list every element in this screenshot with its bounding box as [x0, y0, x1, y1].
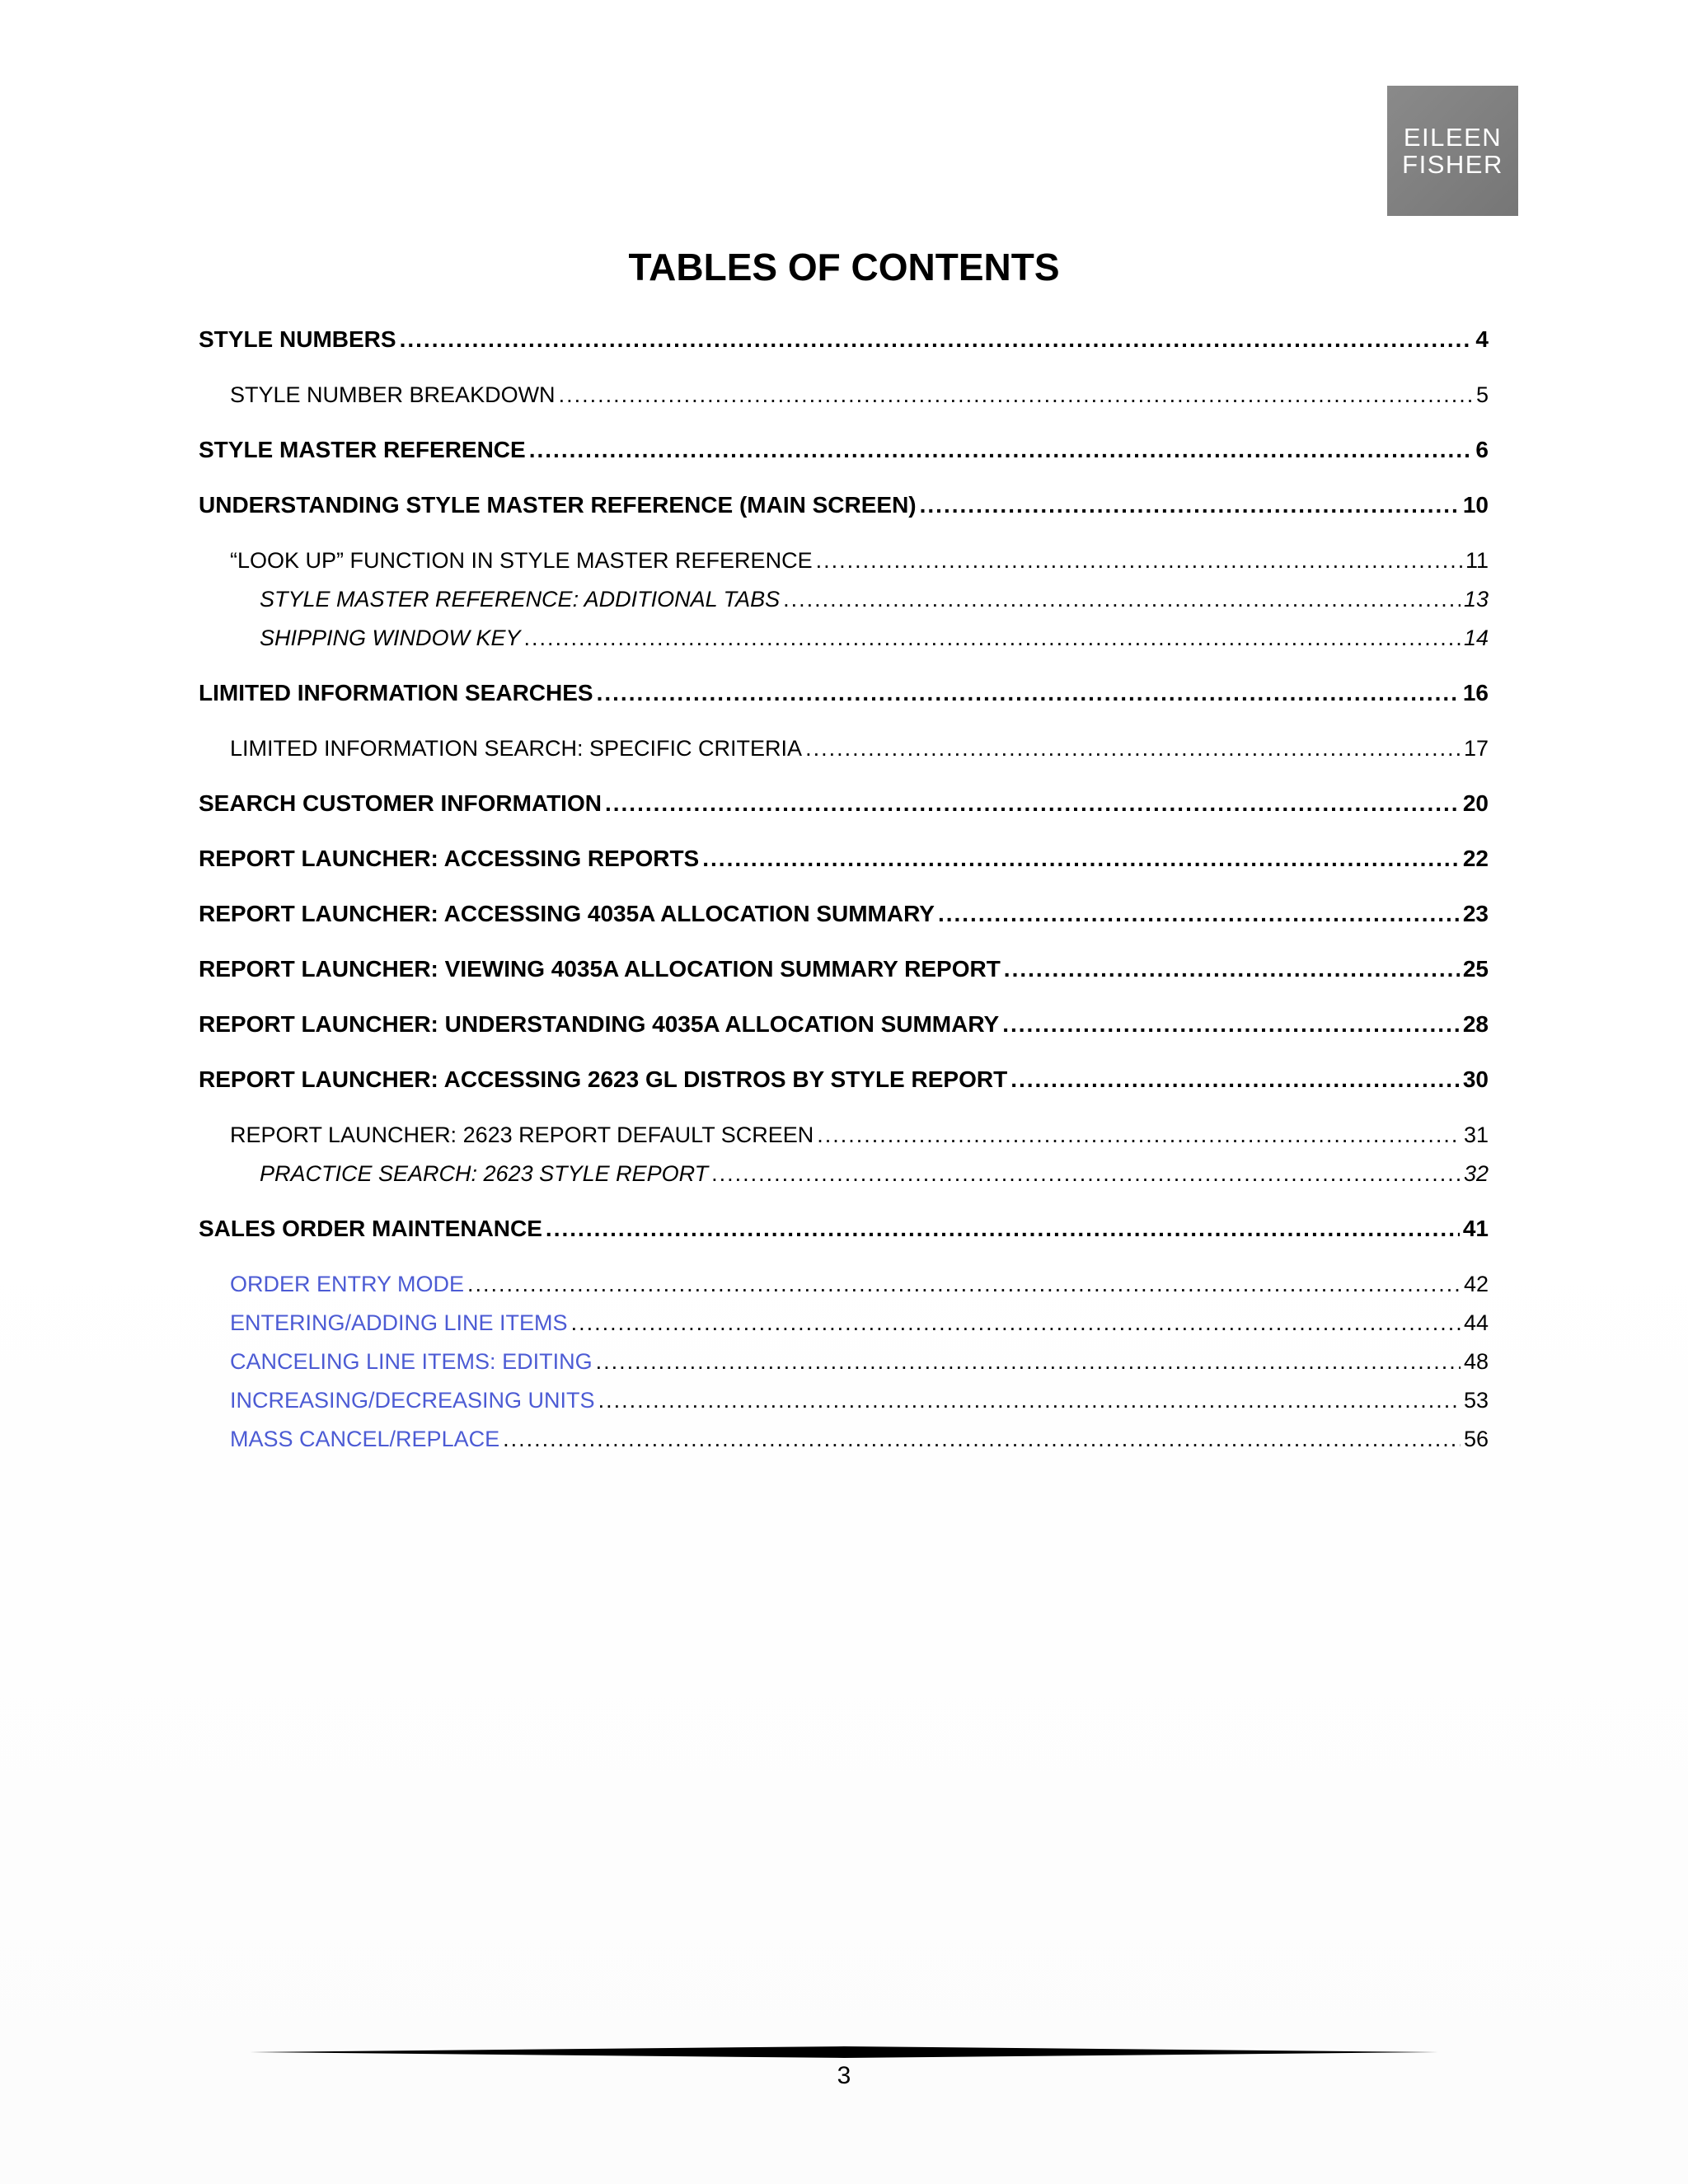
toc-entry-title: REPORT LAUNCHER: VIEWING 4035A ALLOCATION SUMMARY REPORT	[199, 956, 1001, 982]
toc-entry-page: 22	[1462, 846, 1489, 871]
dot-leader	[1004, 953, 1460, 986]
dot-leader	[605, 787, 1460, 820]
toc-entry-page: 17	[1463, 736, 1489, 761]
toc-entry-page: 48	[1463, 1349, 1489, 1374]
toc-entry-page: 16	[1462, 680, 1489, 705]
eileen-fisher-logo	[1387, 86, 1518, 216]
dot-leader	[524, 621, 1461, 654]
dot-leader	[503, 1422, 1461, 1455]
toc-entry-page: 4	[1475, 326, 1489, 352]
dot-leader	[817, 1118, 1461, 1151]
dot-leader	[711, 1157, 1461, 1190]
toc-entry-title: LIMITED INFORMATION SEARCH: SPECIFIC CRITERIA	[230, 736, 803, 761]
toc-entry[interactable]	[199, 898, 1489, 930]
toc-entry[interactable]	[199, 787, 1489, 820]
toc-entry[interactable]	[199, 323, 1489, 356]
toc-entry-link[interactable]	[199, 1384, 1489, 1417]
toc-entry-page: 31	[1463, 1122, 1489, 1147]
toc-entry-title: UNDERSTANDING STYLE MASTER REFERENCE (MAIN SCREEN)	[199, 492, 917, 518]
toc-entry[interactable]	[199, 953, 1489, 986]
page-title: TABLES OF CONTENTS	[628, 246, 1060, 288]
toc-entry-page: 44	[1463, 1310, 1489, 1335]
toc-entry-page: 30	[1462, 1066, 1489, 1092]
toc-entry-page: 41	[1462, 1216, 1489, 1241]
toc-entry[interactable]	[199, 489, 1489, 522]
toc-entry-page: 6	[1475, 437, 1489, 462]
toc-entry-title: STYLE MASTER REFERENCE	[199, 437, 526, 462]
toc-entry-title: ENTERING/ADDING LINE ITEMS	[230, 1310, 568, 1335]
toc-entry-page: 28	[1462, 1011, 1489, 1037]
toc-entry[interactable]	[199, 732, 1489, 765]
toc-entry-page: 42	[1463, 1272, 1489, 1296]
toc-entry-title: SEARCH CUSTOMER INFORMATION	[199, 790, 602, 816]
toc-entry-page: 13	[1463, 587, 1489, 612]
dot-leader	[938, 898, 1460, 930]
toc-entry-link[interactable]	[199, 1345, 1489, 1378]
toc-entry[interactable]	[199, 1157, 1489, 1190]
toc-entry-title: LIMITED INFORMATION SEARCHES	[199, 680, 593, 705]
dot-leader	[816, 544, 1462, 577]
toc-entry[interactable]	[199, 544, 1489, 577]
toc-entry[interactable]	[199, 621, 1489, 654]
dot-leader	[920, 489, 1460, 522]
dot-leader	[1002, 1008, 1460, 1041]
toc-entry-title: PRACTICE SEARCH: 2623 STYLE REPORT	[260, 1161, 709, 1186]
dot-leader	[598, 1384, 1461, 1417]
toc-entry-title: STYLE MASTER REFERENCE: ADDITIONAL TABS	[260, 587, 781, 612]
toc-entry-link[interactable]	[199, 1422, 1489, 1455]
toc-entry-page: 56	[1463, 1427, 1489, 1451]
dot-leader	[702, 842, 1460, 875]
toc-entry-title: STYLE NUMBER BREAKDOWN	[230, 382, 556, 407]
toc-entry-page: 23	[1462, 901, 1489, 926]
toc-entry-page: 14	[1463, 626, 1489, 650]
footer-divider	[250, 2044, 1438, 2060]
dot-leader	[597, 677, 1460, 710]
page-number: 3	[837, 2062, 851, 2089]
toc-entry[interactable]	[199, 434, 1489, 466]
dot-leader	[529, 434, 1473, 466]
dot-leader	[546, 1212, 1460, 1245]
toc-entry[interactable]	[199, 583, 1489, 616]
toc-entry-page: 25	[1462, 956, 1489, 982]
toc-entry-title: REPORT LAUNCHER: 2623 REPORT DEFAULT SCREEN	[230, 1122, 814, 1147]
toc-entry-page: 53	[1463, 1388, 1489, 1413]
toc-entry-title: STYLE NUMBERS	[199, 326, 396, 352]
toc-entry[interactable]	[199, 842, 1489, 875]
toc-entry[interactable]	[199, 1118, 1489, 1151]
toc-entry-title: CANCELING LINE ITEMS: EDITING	[230, 1349, 593, 1374]
dot-leader	[1010, 1063, 1460, 1096]
dot-leader	[783, 583, 1461, 616]
toc-entry-title: MASS CANCEL/REPLACE	[230, 1427, 500, 1451]
toc-entry-page: 10	[1462, 492, 1489, 518]
toc-entry-title: SHIPPING WINDOW KEY	[260, 626, 521, 650]
toc-entry-title: REPORT LAUNCHER: UNDERSTANDING 4035A ALLOCATION SUMMARY	[199, 1011, 1000, 1037]
toc-entry[interactable]	[199, 378, 1489, 411]
dot-leader	[400, 323, 1473, 356]
logo-line-2: FISHER	[1402, 150, 1503, 179]
toc-entry-page: 11	[1465, 548, 1489, 573]
dot-leader	[805, 732, 1461, 765]
logo-line-1: EILEEN	[1403, 123, 1503, 152]
toc-entry-title: “LOOK UP” FUNCTION IN STYLE MASTER REFERENCE	[230, 548, 813, 573]
toc-entry[interactable]	[199, 1212, 1489, 1245]
toc-entry-link[interactable]	[199, 1268, 1489, 1301]
toc-entry-title: SALES ORDER MAINTENANCE	[199, 1216, 542, 1241]
toc-entry-title: ORDER ENTRY MODE	[230, 1272, 465, 1296]
toc-entry-link[interactable]	[199, 1306, 1489, 1339]
dot-leader	[571, 1306, 1461, 1339]
toc-entry[interactable]	[199, 677, 1489, 710]
toc-entry[interactable]	[199, 1063, 1489, 1096]
toc-entry-title: REPORT LAUNCHER: ACCESSING REPORTS	[199, 846, 700, 871]
dot-leader	[467, 1268, 1461, 1301]
dot-leader	[596, 1345, 1461, 1378]
toc-entry-page: 5	[1475, 382, 1489, 407]
toc-entry-title: REPORT LAUNCHER: ACCESSING 4035A ALLOCATION SUMMARY	[199, 901, 935, 926]
toc-entry-title: REPORT LAUNCHER: ACCESSING 2623 GL DISTROS BY STYLE REPORT	[199, 1066, 1008, 1092]
toc-entry-page: 20	[1462, 790, 1489, 816]
toc-entry-page: 32	[1463, 1161, 1489, 1186]
dot-leader	[559, 378, 1473, 411]
toc-entry-title: INCREASING/DECREASING UNITS	[230, 1388, 595, 1413]
toc-entry[interactable]	[199, 1008, 1489, 1041]
